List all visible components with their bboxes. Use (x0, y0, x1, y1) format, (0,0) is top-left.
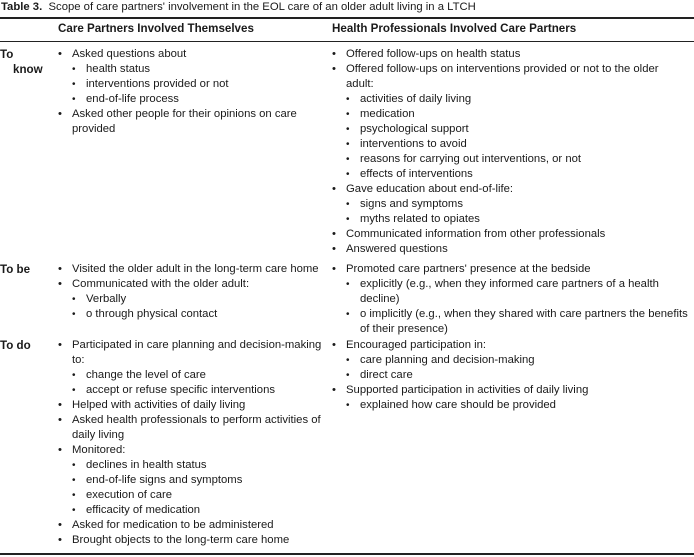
list-item: • Helped with activities of daily living (58, 398, 321, 413)
list-item-continuation: adult: (346, 78, 374, 90)
header-rule (0, 41, 694, 42)
list-item: • o implicitly (e.g., when they shared with care partners the benefits (332, 307, 688, 322)
row-label-know-line1: To (0, 48, 14, 61)
list-item: • signs and symptoms (332, 197, 659, 212)
row-label-know (0, 47, 43, 77)
list-item: • Monitored: (58, 443, 321, 458)
list-item: • change the level of care (58, 368, 321, 383)
list-item: • health status (58, 62, 297, 77)
list-item: • Asked other people for their opinions on care (58, 107, 297, 122)
bottom-rule (0, 553, 694, 555)
top-rule (0, 17, 694, 19)
list-item: • Verbally (58, 292, 319, 307)
list-item: • Participated in care planning and decision-making (58, 338, 321, 353)
list-item-continuation: to: (72, 354, 85, 366)
list-item: • direct care (332, 368, 588, 383)
list-item: • Offered follow-ups on interventions provided or not to the older (332, 62, 659, 77)
list-item: • psychological support (332, 122, 659, 137)
list-item: • myths related to opiates (332, 212, 659, 227)
row-label-know-line2: know (13, 63, 43, 76)
list-item: • accept or refuse specific interventions (58, 383, 321, 398)
list-item: • Asked for medication to be administered (58, 518, 321, 533)
list-item-continuation: daily living (72, 429, 125, 441)
list-item: • execution of care (58, 488, 321, 503)
list-item: • Supported participation in activities of daily living (332, 383, 588, 398)
list-item: • Asked questions about (58, 47, 297, 62)
do-col2 (332, 338, 588, 413)
row-label-do: To do (0, 339, 31, 352)
know-col1 (58, 47, 297, 137)
list-item: • care planning and decision-making (332, 353, 588, 368)
table-caption (1, 1, 476, 13)
list-item: • reasons for carrying out interventions, or not (332, 152, 659, 167)
list-item: • Offered follow-ups on health status (332, 47, 659, 62)
list-item: • explicitly (e.g., when they informed care partners of a health (332, 277, 688, 292)
list-item: • Communicated information from other professionals (332, 227, 659, 242)
be-col1 (58, 262, 319, 322)
list-item: • interventions to avoid (332, 137, 659, 152)
list-item: • end-of-life signs and symptoms (58, 473, 321, 488)
list-item: • Asked health professionals to perform activities of (58, 413, 321, 428)
list-item: • Brought objects to the long-term care home (58, 533, 321, 548)
be-col2 (332, 262, 688, 337)
list-item: • Communicated with the older adult: (58, 277, 319, 292)
list-item-continuation: of their presence) (360, 323, 448, 335)
list-item: • Promoted care partners' presence at the bedside (332, 262, 688, 277)
list-item: • efficacity of medication (58, 503, 321, 518)
list-item: • explained how care should be provided (332, 398, 588, 413)
list-item: • Gave education about end-of-life: (332, 182, 659, 197)
row-label-be: To be (0, 263, 31, 276)
list-item-continuation: decline) (360, 293, 400, 305)
know-col2 (332, 47, 659, 257)
list-item-continuation: provided (72, 123, 116, 135)
list-item: • o through physical contact (58, 307, 319, 322)
do-col1 (58, 338, 321, 548)
list-item: • Answered questions (332, 242, 659, 257)
table-title: Scope of care partners' involvement in the EOL care of an older adult living in a LTCH (48, 1, 476, 13)
list-item: • interventions provided or not (58, 77, 297, 92)
list-item: • declines in health status (58, 458, 321, 473)
list-item: • medication (332, 107, 659, 122)
list-item: • Encouraged participation in: (332, 338, 588, 353)
list-item: • effects of interventions (332, 167, 659, 182)
table-number: Table 3. (1, 1, 43, 13)
list-item: • end-of-life process (58, 92, 297, 107)
header-col1: Care Partners Involved Themselves (58, 22, 254, 35)
list-item: • activities of daily living (332, 92, 659, 107)
header-col2: Health Professionals Involved Care Partners (332, 22, 577, 35)
list-item: • Visited the older adult in the long-term care home (58, 262, 319, 277)
